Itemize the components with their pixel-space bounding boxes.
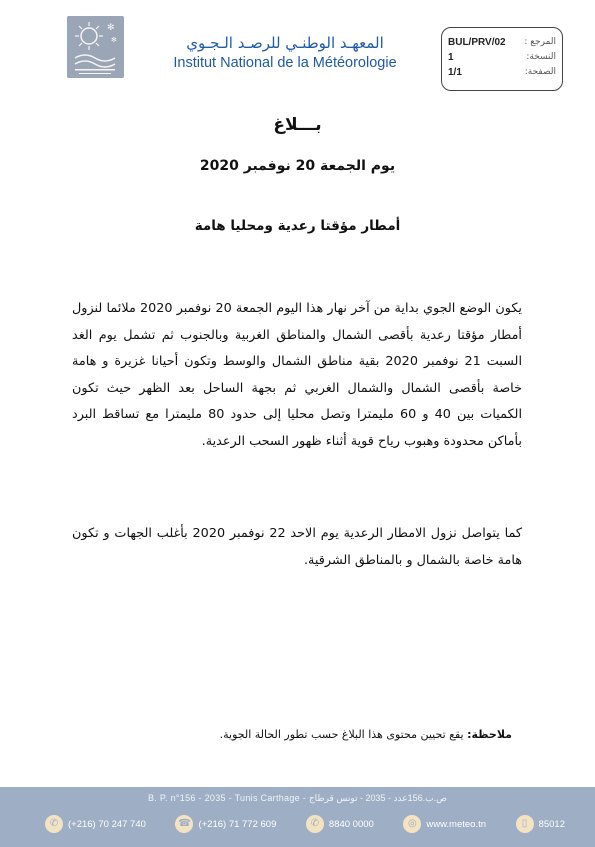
reference-value: BUL/PRV/02	[448, 37, 506, 48]
bulletin-paragraph-1: يكون الوضع الجوي بداية من آخر نهار هذا اليوم الجمعة 20 نوفمبر 2020 ملائما لنزول أمطار مؤقتا رعدية بأقصى الشمال والمناطق الغربية وبالجنوب ثم تشمل يوم الغد السبت 21 نوفمبر 2020 بقية مناطق الشمال والوسط وتكون أحيانا غزيرة و هامة خاصة بأقصى الشمال والشمال الغربي ثم بجهة الساحل بعد الظهر حيث تكون الكميات بين 40 و 60 مليمترا وتصل محليا إلى حدود 80 مليمترا مع تساقط البرد بأماكن محدودة وهبوب رياح قوية أثناء ظهور السحب الرعدية.	[72, 301, 523, 449]
document-date: يوم الجمعة 20 نوفمبر 2020	[199, 158, 396, 174]
note-text: يقع تحيين محتوى هذا البلاغ حسب تطور الحالة الجوية.	[219, 728, 468, 741]
note	[180, 728, 512, 741]
contact-phone-1[interactable]	[45, 815, 146, 833]
institute-name-french: Institut National de la Météorologie	[173, 55, 397, 71]
page-value: 1/1	[448, 67, 462, 78]
fax-icon: ☎	[175, 815, 193, 833]
document-title: بـــلاغ	[273, 115, 322, 135]
copy-label: النسخة:	[526, 52, 556, 62]
bulletin-paragraph-2: كما يتواصل نزول الامطار الرعدية يوم الاحد 22 نوفمبر 2020 بأغلب الجهات و تكون هامة خاصة بالشمال و بالمناطق الشرقية.	[72, 526, 523, 568]
footer-address: B. P. n°156 - 2035 - Tunis Carthage - ص.ب.156عدد - 2035 - تونس قرطاج	[147, 793, 448, 803]
document-subtitle: أمطار مؤقتا رعدية ومحليا هامة	[194, 218, 401, 234]
contact-phone-4[interactable]	[516, 815, 565, 833]
phone-icon: ✆	[45, 815, 63, 833]
website-text: www.meteo.tn	[426, 818, 487, 830]
institute-name-arabic: المعهـد الوطنـي للرصـد الـجـوي	[186, 34, 384, 52]
note-label: ملاحظة:	[467, 728, 512, 741]
call-icon: ✆	[306, 815, 324, 833]
contact-website[interactable]	[403, 815, 486, 833]
svg-text:✻: ✻	[107, 23, 115, 33]
reference-box	[441, 27, 563, 91]
copy-value: 1	[448, 52, 454, 63]
mobile-icon: ▯	[516, 815, 534, 833]
phone-1-text: (+216) 70 247 740	[68, 818, 146, 830]
contact-phone-3[interactable]	[306, 815, 374, 833]
footer-band	[0, 787, 595, 847]
phone-4-text: 85012	[538, 818, 565, 830]
reference-label: المرجع :	[524, 37, 556, 47]
phone-2-text: (+216) 71 772 609	[198, 818, 277, 830]
globe-icon: ◎	[403, 815, 421, 833]
svg-text:✻: ✻	[111, 36, 117, 44]
contact-phone-2[interactable]	[175, 815, 276, 833]
institute-logo	[67, 16, 124, 78]
footer-contacts	[45, 815, 565, 833]
phone-3-text: 8840 0000	[328, 818, 374, 830]
page-label: الصفحة:	[524, 67, 556, 77]
